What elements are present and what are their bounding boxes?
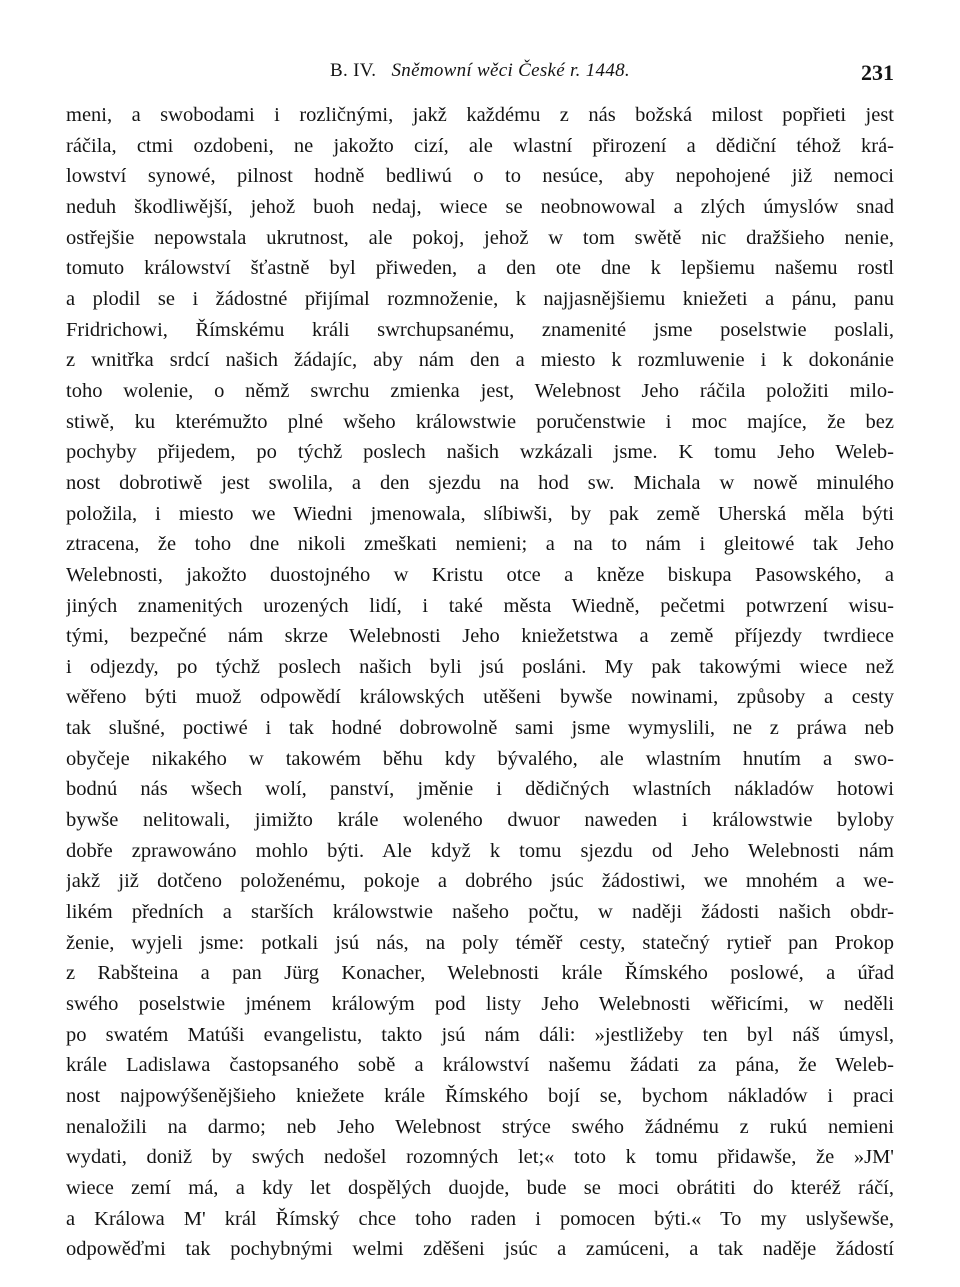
text-line: a Králowa M' král Římský chce toho raden i pomocen býti.« To my uslyšewše, xyxy=(66,1207,894,1230)
text-line: po swatém Matúši evangelistu, takto jsú nám dáli: »jestližeby ten byl náš úmysl, xyxy=(66,1023,894,1046)
text-line: i odjezdy, po týchž poslech našich byli jsú posláni. My pak takowými wiece než xyxy=(66,655,894,678)
book-number: B. IV. xyxy=(330,60,377,81)
text-line: ženie, wyjeli jsme: potkali jsú nás, na poly téměř cesty, statečný rytieř pan Prokop xyxy=(66,931,894,954)
text-line: wydati, doniž by swých nedošel rozomných let;« toto k tomu přidawše, že »JM' xyxy=(66,1146,894,1169)
text-line: tomuto králowství šťastně byl přiweden, a den ote dne k lepšiemu našemu rostl xyxy=(66,257,894,280)
text-line: Welebnosti, jakožto duostojného w Kristu otce a kněze biskupa Pasowského, a xyxy=(66,563,894,586)
body-text xyxy=(66,100,894,1265)
text-line: a plodil se i žádostné přijímal rozmnoženie, k najjasnějšiemu kniežeti a pánu, panu xyxy=(66,287,894,310)
section-title: Sněmowní wěci České r. 1448. xyxy=(391,60,630,81)
text-line: nost najpowýšenějšieho kniežete krále Římského bojí se, bychom nákladów i praci xyxy=(66,1085,894,1107)
text-line: obyčeje nikakého w takowém běhu kdy bývalého, ale wlastním hnutím a swo- xyxy=(66,747,894,770)
text-line: nost dobrotiwě jest swolila, a den sjezdu na hod sw. Michala w nowě minulého xyxy=(66,471,894,494)
text-line: ztracena, že toho dne nikoli zmeškati nemieni; a na to nám i gleitowé tak Jeho xyxy=(66,533,894,556)
text-line: krále Ladislawa častopsaného sobě a králowství našemu žádati za pána, že Weleb- xyxy=(66,1054,894,1077)
text-line: ráčila, ctmi ozdobeni, ne jakožto cizí, ale wlastní přirození a dědiční téhož krá- xyxy=(66,134,894,157)
text-line: bodnú nás wšech wolí, panství, jměnie i dědičných wlastních nákladów hotowi xyxy=(66,778,894,801)
text-line: Fridrichowi, Římskému králi swrchupsanému, znamenité jsme poselstwie poslali, xyxy=(66,318,894,341)
text-line: swého poselstwie jménem králowým pod listy Jeho Welebnosti wěřicími, w neděli xyxy=(66,993,894,1016)
text-line: meni, a swobodami i rozličnými, jakž každému z nás božská milost popřieti jest xyxy=(66,104,894,126)
text-line: jakž již dotčeno položenému, pokoje a dobrého jsúc žádostiwi, we mnohém a we- xyxy=(66,870,894,893)
text-line: dobře zprawowáno mohlo býti. Ale když k tomu sjezdu od Jeho Welebnosti nám xyxy=(66,839,894,862)
text-line: z Rabšteina a pan Jürg Konacher, Welebnosti krále Římského poslowé, a úřad xyxy=(66,962,894,985)
text-line: bywše nelitowali, jimižto krále woleného dwuor naweden i králowstwie byloby xyxy=(66,809,894,832)
text-line: wiece zemí má, a kdy let dospělých duojde, bude se moci obrátiti do kteréž ráčí, xyxy=(66,1176,894,1199)
text-line: tak slušné, poctiwé i tak hodné dobrowolně sami jsme wymyslili, ne z práwa neb xyxy=(66,717,894,740)
text-line: ostřejšie nepowstala ukrutnost, ale pokoj, jehož w tom swětě nic dražšieho nenie, xyxy=(66,226,894,249)
running-title xyxy=(66,60,894,82)
text-line: odpowěďmi tak pochybnými welmi zděšeni jsúc a zamúceni, a tak naděje žádostí xyxy=(66,1238,894,1261)
page-number: 231 xyxy=(861,60,894,85)
text-line: neduh škodliwější, jehož buoh nedaj, wiece se neobnowowal a zlých úmyslów snad xyxy=(66,195,894,218)
text-line: jiných znamenitých urozených lidí, i také města Wiedně, pečetmi potwrzení wisu- xyxy=(66,594,894,617)
text-line: nenaložili na darmo; neb Jeho Welebnost strýce swého žádnému z rukú nemieni xyxy=(66,1115,894,1138)
text-line: likém předních a starších králowstwie našeho počtu, w naději žádosti našich obdr- xyxy=(66,901,894,924)
text-line: lowství synowé, pilnost hodně bedliwú o to nesúce, aby nepohojené již nemoci xyxy=(66,165,894,188)
text-line: tými, bezpečné nám skrze Welebnosti Jeho kniežetstwa a země příjezdy twrdiece xyxy=(66,625,894,648)
text-line: wěřeno býti muož odpowědí králowských utěšeni bywše nowinami, způsoby a cesty xyxy=(66,686,894,709)
text-line: položila, i miesto we Wiedni jmenowala, slíbiwši, by pak země Uherská měla býti xyxy=(66,502,894,525)
text-line: z wnitřka srdcí našich žádajíc, aby nám den a miesto k rozmluwenie i k dokonánie xyxy=(66,349,894,372)
running-header xyxy=(66,60,894,90)
text-line: toho wolenie, o němž swrchu zmienka jest, Welebnost Jeho ráčila položiti milo- xyxy=(66,379,894,402)
text-line: stiwě, ku kterémužto plné wšeho králowstwie poručenstwie i moc majíce, že bez xyxy=(66,410,894,433)
text-line: pochyby přijedem, po týchž poslech našich wzkázali jsme. K tomu Jeho Weleb- xyxy=(66,441,894,464)
